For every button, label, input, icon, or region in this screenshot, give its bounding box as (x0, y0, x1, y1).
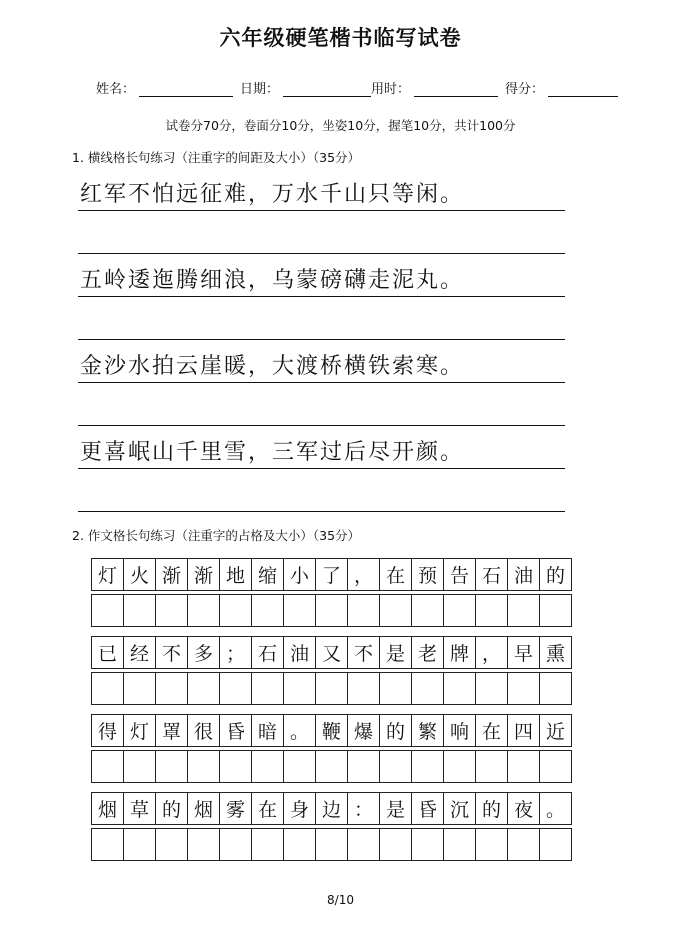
blank-practice-line[interactable] (78, 297, 565, 340)
date-label: 日期： (240, 82, 280, 97)
grid-cell-blank[interactable] (187, 672, 220, 705)
grid-cell-char: 烟 (91, 792, 124, 825)
grid-cell-blank[interactable] (443, 594, 476, 627)
grid-cell-char: 小 (283, 558, 316, 591)
model-sentence: 更喜岷山千里雪，三军过后尽开颜。 (80, 440, 465, 465)
grid-cell-blank[interactable] (91, 750, 124, 783)
grid-cell-char: 边 (315, 792, 348, 825)
grid-row-blank (91, 594, 586, 627)
grid-cell-blank[interactable] (539, 594, 572, 627)
grid-cell-blank[interactable] (283, 828, 316, 861)
grid-cell-blank[interactable] (123, 828, 156, 861)
grid-cell-blank[interactable] (123, 750, 156, 783)
lined-practice-area (78, 180, 565, 512)
model-sentence: 五岭逶迤腾细浪，乌蒙磅礴走泥丸。 (80, 268, 465, 293)
grid-cell-char: 不 (347, 636, 380, 669)
time-label: 用时： (371, 82, 411, 97)
grid-cell-char: 牌 (443, 636, 476, 669)
grid-cell-char: 夜 (507, 792, 540, 825)
grid-cell-char: 告 (443, 558, 476, 591)
model-sentence: 金沙水拍云崖暖，大渡桥横铁索寒。 (80, 354, 465, 379)
grid-cell-blank[interactable] (347, 594, 380, 627)
grid-cell-char: 草 (123, 792, 156, 825)
practice-line (78, 266, 565, 297)
grid-cell-blank[interactable] (91, 828, 124, 861)
grid-cell-char: 油 (283, 636, 316, 669)
grid-row-blank (91, 672, 586, 705)
grid-cell-char: 得 (91, 714, 124, 747)
time-blank[interactable] (414, 78, 498, 97)
grid-cell-blank[interactable] (283, 672, 316, 705)
practice-line (78, 352, 565, 383)
student-info-row (0, 78, 681, 104)
grid-cell-blank[interactable] (251, 750, 284, 783)
grid-cell-char: 早 (507, 636, 540, 669)
grid-cell-char: ： (347, 792, 380, 825)
grid-practice-area (91, 558, 586, 861)
grid-cell-char: 。 (283, 714, 316, 747)
grid-row-model (91, 714, 586, 747)
section1-heading: 1. 横线格长句练习（注重字的间距及大小）（35分） (72, 150, 361, 165)
name-field[interactable] (96, 78, 233, 97)
grid-cell-blank[interactable] (443, 750, 476, 783)
model-sentence: 红军不怕远征难，万水千山只等闲。 (80, 182, 465, 207)
grid-cell-blank[interactable] (539, 672, 572, 705)
grid-cell-char: 昏 (411, 792, 444, 825)
grid-cell-blank[interactable] (123, 594, 156, 627)
name-label: 姓名： (96, 82, 136, 97)
grid-cell-char: 爆 (347, 714, 380, 747)
grid-cell-blank[interactable] (155, 750, 188, 783)
blank-practice-line[interactable] (78, 383, 565, 426)
grid-cell-char: 是 (379, 792, 412, 825)
grid-cell-blank[interactable] (411, 828, 444, 861)
blank-practice-line[interactable] (78, 211, 565, 254)
grid-cell-blank[interactable] (347, 750, 380, 783)
grid-cell-char: 罩 (155, 714, 188, 747)
score-label: 得分： (505, 82, 545, 97)
grid-cell-blank[interactable] (219, 750, 252, 783)
grid-cell-blank[interactable] (347, 672, 380, 705)
grid-cell-blank[interactable] (187, 594, 220, 627)
grid-row-blank (91, 828, 586, 861)
grid-cell-char: 又 (315, 636, 348, 669)
score-blank[interactable] (548, 78, 618, 97)
date-blank[interactable] (283, 78, 371, 97)
grid-cell-blank[interactable] (539, 828, 572, 861)
grid-cell-blank[interactable] (347, 828, 380, 861)
grid-cell-char: 在 (251, 792, 284, 825)
grid-cell-char: 的 (379, 714, 412, 747)
grid-cell-char: 在 (379, 558, 412, 591)
grid-cell-char: 的 (475, 792, 508, 825)
grid-cell-char: 的 (155, 792, 188, 825)
grid-cell-char: 鞭 (315, 714, 348, 747)
grid-cell-char: 沉 (443, 792, 476, 825)
grid-cell-char: 昏 (219, 714, 252, 747)
grid-cell-blank[interactable] (315, 828, 348, 861)
grid-cell-char: 老 (411, 636, 444, 669)
grid-cell-blank[interactable] (411, 672, 444, 705)
grid-cell-blank[interactable] (411, 594, 444, 627)
grid-cell-blank[interactable] (379, 750, 412, 783)
grid-cell-blank[interactable] (219, 828, 252, 861)
grid-cell-char: 灯 (123, 714, 156, 747)
grid-cell-blank[interactable] (379, 594, 412, 627)
score-field[interactable] (505, 78, 618, 97)
grid-cell-char: 油 (507, 558, 540, 591)
grid-cell-blank[interactable] (155, 594, 188, 627)
time-field[interactable] (371, 78, 498, 97)
grid-cell-char: 是 (379, 636, 412, 669)
grid-row-model (91, 636, 586, 669)
grid-cell-char: 烟 (187, 792, 220, 825)
grid-cell-char: 。 (539, 792, 572, 825)
blank-practice-line[interactable] (78, 469, 565, 512)
grid-cell-char: 渐 (187, 558, 220, 591)
grid-cell-char: 不 (155, 636, 188, 669)
grid-cell-char: 地 (219, 558, 252, 591)
grid-cell-blank[interactable] (539, 750, 572, 783)
grid-cell-blank[interactable] (315, 672, 348, 705)
grid-cell-blank[interactable] (443, 828, 476, 861)
practice-line (78, 438, 565, 469)
grid-cell-blank[interactable] (475, 672, 508, 705)
grid-cell-blank[interactable] (155, 828, 188, 861)
grid-cell-char: 石 (475, 558, 508, 591)
page-number: 8/10 (327, 893, 354, 907)
grid-cell-char: 缩 (251, 558, 284, 591)
grid-cell-blank[interactable] (315, 750, 348, 783)
grid-cell-blank[interactable] (379, 828, 412, 861)
grid-row-blank (91, 750, 586, 783)
grid-cell-blank[interactable] (251, 828, 284, 861)
score-note: 试卷分70分，卷面分10分，坐姿10分，握笔10分，共计100分 (165, 118, 516, 133)
grid-cell-char: 雾 (219, 792, 252, 825)
grid-cell-blank[interactable] (283, 594, 316, 627)
grid-cell-blank[interactable] (507, 672, 540, 705)
grid-cell-char: 熏 (539, 636, 572, 669)
grid-cell-char: 灯 (91, 558, 124, 591)
grid-cell-char: 近 (539, 714, 572, 747)
grid-cell-blank[interactable] (155, 672, 188, 705)
grid-cell-char: 渐 (155, 558, 188, 591)
grid-cell-char: 预 (411, 558, 444, 591)
grid-cell-blank[interactable] (251, 672, 284, 705)
grid-cell-char: 身 (283, 792, 316, 825)
grid-cell-char: 火 (123, 558, 156, 591)
grid-cell-blank[interactable] (251, 594, 284, 627)
grid-cell-blank[interactable] (283, 750, 316, 783)
date-field[interactable] (240, 78, 371, 97)
practice-line (78, 180, 565, 211)
grid-cell-char: 了 (315, 558, 348, 591)
grid-cell-blank[interactable] (91, 672, 124, 705)
grid-cell-blank[interactable] (475, 594, 508, 627)
grid-cell-blank[interactable] (187, 750, 220, 783)
grid-row-model (91, 558, 586, 591)
grid-cell-char: 多 (187, 636, 220, 669)
page-title: 六年级硬笔楷书临写试卷 (219, 26, 462, 50)
grid-cell-blank[interactable] (475, 750, 508, 783)
section2-heading: 2. 作文格长句练习（注重字的占格及大小）（35分） (72, 528, 361, 543)
grid-cell-char: 在 (475, 714, 508, 747)
grid-cell-blank[interactable] (379, 672, 412, 705)
grid-cell-blank[interactable] (507, 828, 540, 861)
grid-cell-blank[interactable] (411, 750, 444, 783)
grid-cell-blank[interactable] (507, 594, 540, 627)
grid-cell-char: 经 (123, 636, 156, 669)
grid-cell-blank[interactable] (219, 672, 252, 705)
grid-cell-blank[interactable] (315, 594, 348, 627)
grid-cell-char: 石 (251, 636, 284, 669)
grid-cell-blank[interactable] (219, 594, 252, 627)
grid-cell-blank[interactable] (475, 828, 508, 861)
grid-cell-char: 很 (187, 714, 220, 747)
grid-row-model (91, 792, 586, 825)
grid-cell-char: 四 (507, 714, 540, 747)
grid-cell-char: 的 (539, 558, 572, 591)
grid-cell-char: 已 (91, 636, 124, 669)
grid-cell-char: ， (347, 558, 380, 591)
grid-cell-char: ， (475, 636, 508, 669)
grid-cell-blank[interactable] (187, 828, 220, 861)
grid-cell-blank[interactable] (507, 750, 540, 783)
name-blank[interactable] (139, 78, 233, 97)
grid-cell-blank[interactable] (123, 672, 156, 705)
grid-cell-blank[interactable] (91, 594, 124, 627)
grid-cell-char: ； (219, 636, 252, 669)
grid-cell-char: 响 (443, 714, 476, 747)
grid-cell-blank[interactable] (443, 672, 476, 705)
grid-cell-char: 繁 (411, 714, 444, 747)
grid-cell-char: 暗 (251, 714, 284, 747)
